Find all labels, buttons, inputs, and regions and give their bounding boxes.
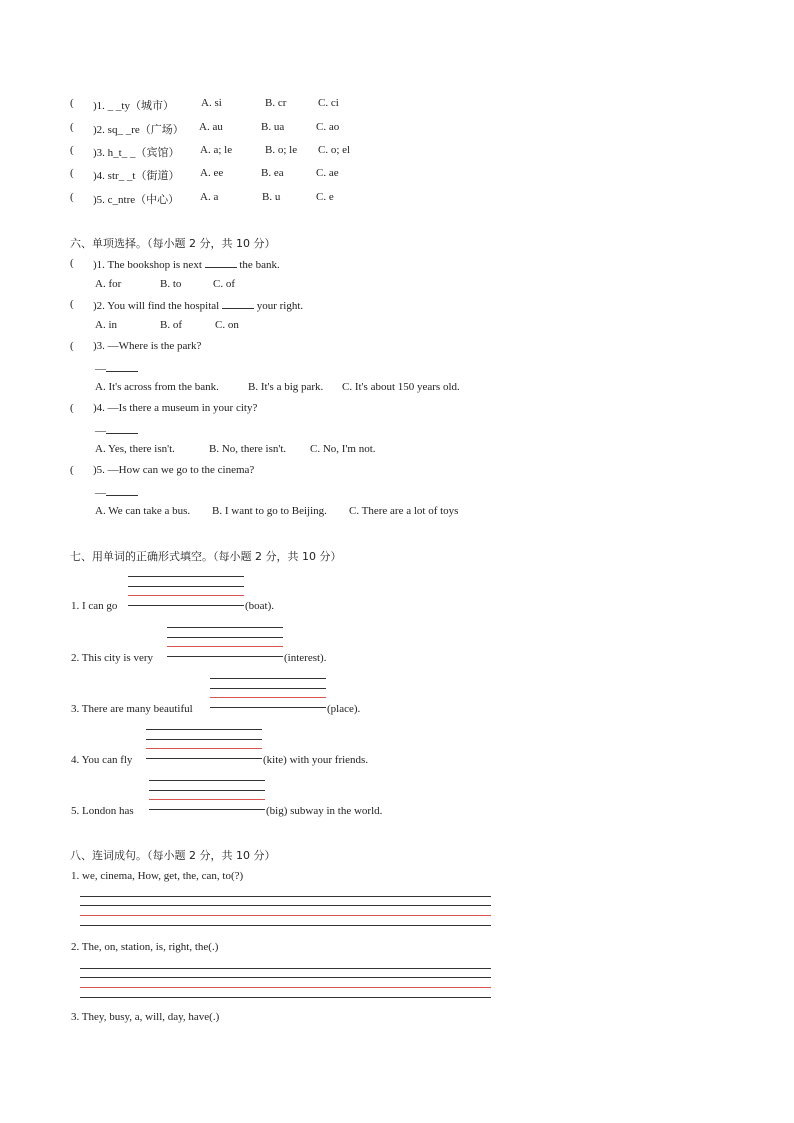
guide-line-red	[128, 595, 244, 596]
answer-paren-open[interactable]: (	[70, 97, 74, 109]
answer-blank[interactable]	[106, 485, 138, 496]
guide-line	[210, 688, 326, 689]
section-7-title: 七、用单词的正确形式填空。（每小题 2 分，共 10 分）	[70, 550, 342, 563]
guide-line-base	[146, 758, 262, 759]
fill-item-text: 4. You can fly	[71, 754, 133, 766]
answer-paren-open[interactable]: (	[70, 257, 74, 269]
option-b: B. I want to go to Beijing.	[212, 505, 327, 517]
option-a: A. It's across from the bank.	[95, 381, 219, 393]
answer-blank[interactable]	[106, 423, 138, 434]
option-b: B. of	[160, 319, 182, 331]
question-stem: )3. —Where is the park?	[93, 340, 202, 352]
scrambled-sentence: 3. They, busy, a, will, day, have(.)	[71, 1011, 220, 1023]
guide-line-red	[146, 748, 262, 749]
guide-line-red	[210, 697, 326, 698]
option-c: C. o; el	[318, 144, 351, 156]
reply-dash: —	[95, 425, 106, 437]
guide-line-base	[210, 707, 326, 708]
option-c: C. There are a lot of toys	[349, 505, 459, 517]
guide-line	[149, 790, 265, 791]
answer-paren-close: )	[93, 170, 97, 182]
guide-line	[128, 576, 244, 577]
answer-paren-open[interactable]: (	[70, 464, 74, 476]
option-b: B. to	[160, 278, 182, 290]
guide-line	[167, 627, 283, 628]
guide-line-base	[80, 997, 491, 998]
reply-dash: —	[95, 487, 106, 499]
word-hint: (place).	[327, 703, 361, 715]
option-c: C. of	[213, 278, 235, 290]
option-a: A. au	[199, 121, 223, 133]
question-word: 2. sq_ _re（广场）	[96, 124, 184, 136]
question-word: 5. c_ntre（中心）	[96, 194, 180, 206]
guide-line	[80, 905, 491, 906]
answer-paren-open[interactable]: (	[70, 121, 74, 133]
guide-line	[80, 896, 491, 897]
stem-text: )2. You will find the hospital	[93, 300, 222, 312]
option-b: B. ea	[261, 167, 284, 179]
option-a: A. Yes, there isn't.	[95, 443, 175, 455]
question-text	[93, 97, 174, 113]
option-b: B. ua	[261, 121, 285, 133]
answer-paren-close: )	[93, 147, 97, 159]
guide-line-red	[80, 915, 491, 916]
word-hint: (kite) with your friends.	[263, 754, 369, 766]
option-a: A. We can take a bus.	[95, 505, 191, 517]
answer-blank[interactable]	[106, 361, 138, 372]
option-c: C. ao	[316, 121, 340, 133]
question-stem: )5. —How can we go to the cinema?	[93, 464, 255, 476]
guide-line	[80, 977, 491, 978]
answer-paren-open[interactable]: (	[70, 191, 74, 203]
stem-text: )1. The bookshop is next	[93, 259, 205, 271]
word-hint: (interest).	[284, 652, 327, 664]
question-stem	[93, 298, 303, 312]
reply-dash: —	[95, 363, 106, 375]
option-a: A. a; le	[200, 144, 233, 156]
answer-paren-close: )	[93, 124, 97, 136]
answer-paren-open[interactable]: (	[70, 340, 74, 352]
fill-item-text: 5. London has	[71, 805, 134, 817]
guide-line-red	[149, 799, 265, 800]
answer-paren-open[interactable]: (	[70, 167, 74, 179]
option-b: B. No, there isn't.	[209, 443, 287, 455]
guide-line	[80, 968, 491, 969]
answer-paren-open[interactable]: (	[70, 298, 74, 310]
fill-item-text: 1. I can go	[71, 600, 118, 612]
scrambled-sentence: 2. The, on, station, is, right, the(.)	[71, 941, 219, 953]
guide-line	[128, 586, 244, 587]
reply-line	[95, 423, 138, 437]
word-hint: (boat).	[245, 600, 275, 612]
option-b: B. u	[262, 191, 281, 203]
guide-line	[146, 739, 262, 740]
section-6-title: 六、单项选择。（每小题 2 分，共 10 分）	[70, 237, 276, 250]
answer-paren-close: )	[93, 100, 97, 112]
question-text	[93, 121, 184, 137]
fill-item-text: 2. This city is very	[71, 652, 153, 664]
option-a: A. for	[95, 278, 122, 290]
guide-line-base	[167, 656, 283, 657]
answer-paren-open[interactable]: (	[70, 402, 74, 414]
answer-paren-open[interactable]: (	[70, 144, 74, 156]
option-a: A. in	[95, 319, 117, 331]
answer-blank[interactable]	[205, 257, 237, 268]
reply-line	[95, 485, 138, 499]
question-word: 1. _ _ty（城市）	[96, 100, 174, 112]
answer-paren-close: )	[93, 194, 97, 206]
stem-text: your right.	[253, 300, 304, 312]
option-b: B. cr	[265, 97, 287, 109]
option-c: C. It's about 150 years old.	[342, 381, 460, 393]
word-hint: (big) subway in the world.	[266, 805, 383, 817]
option-a: A. a	[200, 191, 219, 203]
section-8-title: 八、连词成句。（每小题 2 分，共 10 分）	[70, 849, 276, 862]
question-text	[93, 144, 179, 160]
guide-line-base	[149, 809, 265, 810]
guide-line-red	[167, 646, 283, 647]
option-c: C. ci	[318, 97, 339, 109]
option-a: A. ee	[200, 167, 224, 179]
question-stem	[93, 257, 280, 271]
option-c: C. e	[316, 191, 334, 203]
guide-line	[210, 678, 326, 679]
question-word: 4. str_ _t（街道）	[96, 170, 180, 182]
fill-item-text: 3. There are many beautiful	[71, 703, 193, 715]
stem-text: the bank.	[236, 259, 280, 271]
option-c: C. on	[215, 319, 239, 331]
question-text	[93, 191, 179, 207]
option-c: C. No, I'm not.	[310, 443, 376, 455]
option-c: C. ae	[316, 167, 339, 179]
question-text	[93, 167, 179, 183]
guide-line-base	[80, 925, 491, 926]
guide-line	[149, 780, 265, 781]
option-b: B. o; le	[265, 144, 298, 156]
guide-line-base	[128, 605, 244, 606]
option-a: A. si	[201, 97, 222, 109]
guide-line	[167, 637, 283, 638]
guide-line	[146, 729, 262, 730]
scrambled-sentence: 1. we, cinema, How, get, the, can, to(?)	[71, 870, 244, 882]
question-word: 3. h_t_ _（宾馆）	[96, 147, 180, 159]
answer-blank[interactable]	[222, 298, 254, 309]
option-b: B. It's a big park.	[248, 381, 324, 393]
question-stem: )4. —Is there a museum in your city?	[93, 402, 258, 414]
guide-line-red	[80, 987, 491, 988]
reply-line	[95, 361, 138, 375]
